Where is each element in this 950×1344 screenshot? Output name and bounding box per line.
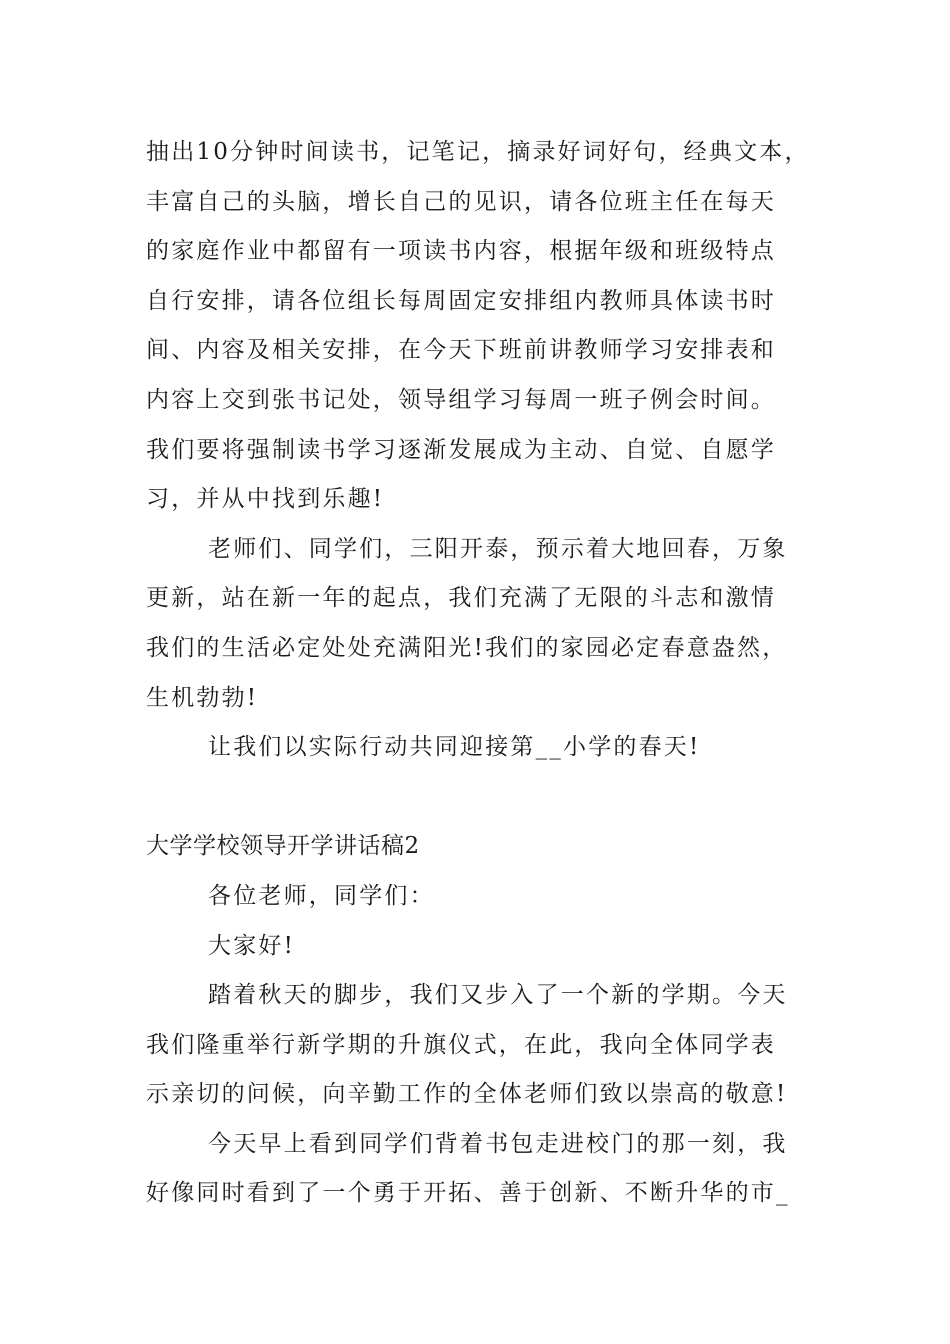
greeting-line: 大家好! (208, 932, 296, 959)
text-line: 让我们以实际行动共同迎接第__小学的春天! (208, 734, 701, 761)
text-line: 好像同时看到了一个勇于开拓、善于创新、不断升华的市_ (146, 1180, 790, 1207)
text-line: 习，并从中找到乐趣! (146, 486, 385, 513)
text-line: 的家庭作业中都留有一项读书内容，根据年级和班级特点 (146, 238, 776, 265)
salutation-line: 各位老师，同学们： (208, 882, 435, 909)
text-line: 自行安排，请各位组长每周固定安排组内教师具体读书时 (146, 287, 776, 314)
text-line: 老师们、同学们，三阳开泰，预示着大地回春，万象 (208, 535, 788, 562)
text-line: 我们的生活必定处处充满阳光!我们的家园必定春意盎然， (146, 634, 788, 661)
text-line: 我们隆重举行新学期的升旗仪式，在此，我向全体同学表 (146, 1031, 776, 1058)
text-line: 生机勃勃! (146, 684, 259, 711)
text-line: 我们要将强制读书学习逐渐发展成为主动、自觉、自愿学 (146, 436, 776, 463)
text-line: 抽出10分钟时间读书，记笔记，摘录好词好句，经典文本， (146, 139, 810, 165)
text-line: 丰富自己的头脑，增长自己的见识，请各位班主任在每天 (146, 188, 776, 215)
text-line: 更新，站在新一年的起点，我们充满了无限的斗志和激情 (146, 585, 776, 612)
paragraph-gap (146, 773, 816, 823)
section-heading: 大学学校领导开学讲话稿2 (146, 833, 420, 860)
text-line: 今天早上看到同学们背着书包走进校门的那一刻，我 (208, 1130, 788, 1157)
text-line: 示亲切的问候，向辛勤工作的全体老师们致以崇高的敬意! (146, 1081, 788, 1108)
document-body (146, 128, 816, 1219)
text-line: 间、内容及相关安排，在今天下班前讲教师学习安排表和 (146, 337, 776, 364)
text-line: 内容上交到张书记处，领导组学习每周一班子例会时间。 (146, 386, 776, 413)
text-line: 踏着秋天的脚步，我们又步入了一个新的学期。今天 (208, 982, 788, 1009)
